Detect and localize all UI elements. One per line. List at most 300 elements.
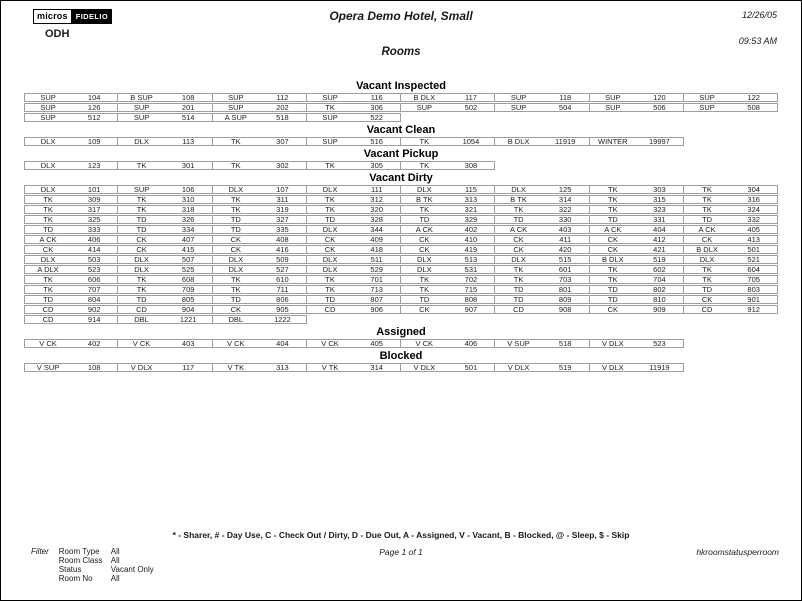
room-number: 304 bbox=[747, 185, 760, 194]
room-number: 109 bbox=[87, 137, 101, 146]
room-number: 501 bbox=[464, 363, 478, 372]
room-cell bbox=[401, 295, 495, 304]
room-type: TK bbox=[608, 185, 618, 194]
room-number: 335 bbox=[276, 225, 289, 234]
room-type: DLX bbox=[228, 185, 244, 194]
room-type: TD bbox=[230, 295, 241, 304]
room-type: TK bbox=[136, 205, 147, 214]
room-cell bbox=[495, 255, 589, 264]
room-cell bbox=[118, 215, 212, 224]
room-number: 405 bbox=[370, 339, 383, 348]
room-row bbox=[24, 295, 778, 304]
room-type: SUP bbox=[40, 103, 56, 112]
room-number: 305 bbox=[370, 161, 383, 170]
room-number: 904 bbox=[181, 305, 195, 314]
room-cell bbox=[684, 235, 778, 244]
room-row bbox=[24, 195, 778, 204]
room-number: 302 bbox=[276, 161, 289, 170]
room-cell bbox=[401, 195, 495, 204]
room-type: DLX bbox=[40, 255, 56, 264]
section-title: Vacant Inspected bbox=[356, 80, 446, 92]
room-row bbox=[24, 285, 778, 294]
room-number: 802 bbox=[653, 285, 666, 294]
room-cell bbox=[307, 235, 401, 244]
room-cell bbox=[213, 137, 307, 146]
room-number: 908 bbox=[558, 305, 572, 314]
room-number: 314 bbox=[370, 363, 383, 372]
room-type: DLX bbox=[40, 161, 56, 170]
room-number: 403 bbox=[558, 225, 572, 234]
room-number: 324 bbox=[747, 205, 760, 214]
room-number: 314 bbox=[558, 195, 572, 204]
room-type: A CK bbox=[510, 225, 528, 234]
room-cell bbox=[24, 215, 118, 224]
room-number: 411 bbox=[559, 235, 572, 244]
room-number: 410 bbox=[464, 235, 478, 244]
section-title: Blocked bbox=[379, 350, 423, 362]
room-number: 508 bbox=[747, 103, 760, 112]
filter-name: Room No bbox=[58, 574, 93, 583]
room-number: 125 bbox=[558, 185, 572, 194]
room-number: 912 bbox=[747, 305, 760, 314]
room-type: SUP bbox=[40, 113, 56, 122]
room-type: TK bbox=[419, 285, 430, 294]
logo-micros-text: micros bbox=[33, 9, 72, 24]
room-type: TK bbox=[43, 195, 53, 204]
room-type: DLX bbox=[511, 255, 526, 264]
room-cell bbox=[495, 245, 589, 254]
room-cell bbox=[213, 103, 307, 112]
room-number: 606 bbox=[87, 275, 101, 284]
room-number: 529 bbox=[370, 265, 383, 274]
room-type: B DLX bbox=[696, 245, 718, 254]
room-type: DLX bbox=[134, 265, 149, 274]
page-number: Page 1 of 1 bbox=[379, 547, 423, 557]
room-type: TK bbox=[231, 205, 241, 214]
section-title: Vacant Clean bbox=[366, 124, 436, 136]
room-type: V DLX bbox=[130, 363, 153, 372]
room-type: SUP bbox=[605, 93, 621, 102]
room-type: TK bbox=[43, 285, 53, 294]
filter-name: Status bbox=[58, 565, 82, 574]
room-cell bbox=[24, 295, 118, 304]
room-cell bbox=[213, 265, 307, 274]
room-cell bbox=[495, 265, 589, 274]
room-cell bbox=[684, 245, 778, 254]
room-type: CD bbox=[324, 305, 336, 314]
room-cell bbox=[495, 195, 589, 204]
room-cell bbox=[495, 137, 589, 146]
room-cell bbox=[495, 275, 589, 284]
room-type: DLX bbox=[228, 255, 244, 264]
filter-label: Filter bbox=[31, 547, 49, 556]
room-number: 122 bbox=[747, 93, 760, 102]
room-number: 327 bbox=[276, 215, 289, 224]
legend-text: * - Sharer, # - Day Use, C - Check Out / Dirty, D - Due Out, A - Assigned, V - Vacant, B - Blocked, @ - Sleep, $ - Skip bbox=[172, 530, 630, 540]
room-number: 702 bbox=[464, 275, 478, 284]
room-number: 104 bbox=[87, 93, 101, 102]
room-type: CK bbox=[607, 235, 619, 244]
room-type: CK bbox=[607, 305, 619, 314]
room-number: 329 bbox=[464, 215, 478, 224]
room-number: 418 bbox=[370, 245, 383, 254]
room-type: CK bbox=[230, 235, 242, 244]
room-number: 513 bbox=[464, 255, 478, 264]
room-cell bbox=[401, 137, 495, 146]
room-number: 906 bbox=[370, 305, 383, 314]
room-cell bbox=[684, 215, 778, 224]
filter-value: All bbox=[110, 574, 120, 583]
room-number: 408 bbox=[276, 235, 289, 244]
room-cell bbox=[307, 185, 401, 194]
room-type: B TK bbox=[416, 195, 433, 204]
room-number: 604 bbox=[747, 265, 760, 274]
hotel-title: Opera Demo Hotel, Small bbox=[329, 9, 473, 23]
room-cell bbox=[24, 245, 118, 254]
room-cell bbox=[213, 305, 307, 314]
room-type: CK bbox=[701, 295, 713, 304]
filter-name: Room Class bbox=[58, 556, 103, 565]
room-cell bbox=[590, 215, 684, 224]
room-type: V CK bbox=[321, 339, 339, 348]
room-number: 713 bbox=[370, 285, 383, 294]
room-type: V TK bbox=[321, 363, 339, 372]
room-cell bbox=[401, 363, 495, 372]
room-type: SUP bbox=[228, 103, 244, 112]
room-number: 402 bbox=[464, 225, 478, 234]
room-type: TK bbox=[136, 275, 147, 284]
room-row bbox=[24, 161, 778, 170]
room-number: 333 bbox=[87, 225, 101, 234]
room-number: 519 bbox=[558, 363, 572, 372]
room-cell bbox=[590, 103, 684, 112]
room-type: TK bbox=[231, 137, 241, 146]
room-type: TK bbox=[608, 265, 618, 274]
room-cell bbox=[118, 103, 212, 112]
room-type: V CK bbox=[227, 339, 245, 348]
room-number: 420 bbox=[558, 245, 572, 254]
room-number: 601 bbox=[558, 265, 572, 274]
room-number: 315 bbox=[653, 195, 666, 204]
room-type: DBL bbox=[134, 315, 149, 324]
room-number: 313 bbox=[464, 195, 478, 204]
room-number: 306 bbox=[370, 103, 383, 112]
room-number: 319 bbox=[276, 205, 289, 214]
room-number: 807 bbox=[370, 295, 383, 304]
room-cell bbox=[590, 285, 684, 294]
room-cell bbox=[213, 185, 307, 194]
room-type: B TK bbox=[510, 195, 527, 204]
room-number: 323 bbox=[653, 205, 666, 214]
room-cell bbox=[307, 195, 401, 204]
room-type: SUP bbox=[416, 103, 433, 112]
room-type: TK bbox=[43, 205, 53, 214]
room-type: TK bbox=[419, 137, 430, 146]
room-type: CD bbox=[42, 315, 54, 324]
room-row bbox=[24, 113, 778, 122]
room-cell bbox=[24, 315, 118, 324]
room-cell bbox=[401, 275, 495, 284]
room-number: 1054 bbox=[462, 137, 480, 146]
room-row bbox=[24, 275, 778, 284]
room-type: DLX bbox=[322, 265, 338, 274]
room-cell bbox=[590, 265, 684, 274]
room-number: 307 bbox=[276, 137, 289, 146]
room-cell bbox=[495, 235, 589, 244]
room-number: 602 bbox=[653, 265, 666, 274]
room-number: 901 bbox=[747, 295, 760, 304]
room-type: TK bbox=[325, 275, 335, 284]
room-cell bbox=[684, 285, 778, 294]
room-number: 106 bbox=[181, 185, 195, 194]
room-cell bbox=[213, 235, 307, 244]
room-number: 405 bbox=[747, 225, 760, 234]
room-number: 803 bbox=[747, 285, 760, 294]
room-type: TD bbox=[513, 285, 524, 294]
room-type: TD bbox=[419, 215, 430, 224]
room-type: TD bbox=[43, 295, 54, 304]
room-cell bbox=[24, 305, 118, 314]
room-cell bbox=[401, 93, 495, 102]
room-number: 313 bbox=[276, 363, 289, 372]
room-cell bbox=[495, 295, 589, 304]
room-number: 120 bbox=[653, 93, 666, 102]
room-number: 309 bbox=[87, 195, 101, 204]
room-type: TD bbox=[513, 295, 524, 304]
room-type: CK bbox=[136, 245, 147, 254]
room-cell bbox=[307, 103, 401, 112]
room-type: TD bbox=[325, 215, 336, 224]
room-cell bbox=[213, 255, 307, 264]
room-row bbox=[24, 103, 778, 112]
room-type: TD bbox=[702, 215, 713, 224]
room-number: 516 bbox=[370, 137, 383, 146]
room-number: 810 bbox=[653, 295, 666, 304]
room-type: V DLX bbox=[413, 363, 436, 372]
room-type: V CK bbox=[132, 339, 151, 348]
room-number: 117 bbox=[464, 93, 477, 102]
room-number: 527 bbox=[276, 265, 289, 274]
room-cell bbox=[590, 339, 684, 348]
room-cell bbox=[213, 275, 307, 284]
room-number: 201 bbox=[181, 103, 195, 112]
room-type: TK bbox=[513, 205, 524, 214]
room-cell bbox=[684, 255, 778, 264]
room-type: CK bbox=[513, 235, 524, 244]
room-number: 421 bbox=[653, 245, 666, 254]
room-cell bbox=[24, 195, 118, 204]
room-cell bbox=[590, 93, 684, 102]
room-cell bbox=[118, 185, 212, 194]
room-cell bbox=[590, 235, 684, 244]
room-number: 514 bbox=[181, 113, 195, 122]
room-cell bbox=[118, 245, 212, 254]
room-cell bbox=[401, 205, 495, 214]
room-type: SUP bbox=[133, 185, 150, 194]
room-type: SUP bbox=[510, 103, 527, 112]
room-type: TK bbox=[702, 195, 712, 204]
room-number: 509 bbox=[276, 255, 289, 264]
room-type: SUP bbox=[322, 113, 338, 122]
room-type: TD bbox=[607, 285, 618, 294]
room-type: TK bbox=[43, 275, 53, 284]
room-number: 711 bbox=[276, 285, 289, 294]
room-type: TK bbox=[231, 195, 241, 204]
room-number: 902 bbox=[87, 305, 101, 314]
room-number: 531 bbox=[464, 265, 478, 274]
room-type: TK bbox=[702, 205, 712, 214]
room-number: 518 bbox=[276, 113, 289, 122]
room-cell bbox=[307, 245, 401, 254]
room-cell bbox=[401, 185, 495, 194]
room-cell bbox=[684, 93, 778, 102]
room-number: 317 bbox=[87, 205, 101, 214]
room-cell bbox=[307, 205, 401, 214]
room-type: TD bbox=[702, 285, 713, 294]
room-number: 301 bbox=[181, 161, 195, 170]
room-number: 322 bbox=[558, 205, 572, 214]
room-type: DLX bbox=[417, 185, 432, 194]
room-type: CK bbox=[701, 235, 713, 244]
room-number: 111 bbox=[370, 185, 383, 194]
room-type: B DLX bbox=[507, 137, 530, 146]
room-type: TK bbox=[702, 275, 712, 284]
room-number: 523 bbox=[87, 265, 101, 274]
room-cell bbox=[24, 275, 118, 284]
room-cell bbox=[684, 265, 778, 274]
room-number: 409 bbox=[370, 235, 383, 244]
room-cell bbox=[213, 315, 307, 324]
room-type: SUP bbox=[699, 103, 715, 112]
room-type: TK bbox=[43, 215, 53, 224]
room-cell bbox=[495, 215, 589, 224]
room-cell bbox=[495, 205, 589, 214]
room-cell bbox=[495, 93, 589, 102]
room-number: 108 bbox=[181, 93, 195, 102]
room-cell bbox=[118, 363, 212, 372]
room-type: CK bbox=[419, 235, 430, 244]
room-cell bbox=[213, 245, 307, 254]
room-number: 709 bbox=[181, 285, 195, 294]
room-type: TK bbox=[325, 205, 335, 214]
room-cell bbox=[118, 161, 212, 170]
room-cell bbox=[590, 225, 684, 234]
room-cell bbox=[213, 205, 307, 214]
room-number: 334 bbox=[181, 225, 195, 234]
room-cell bbox=[24, 161, 118, 170]
room-cell bbox=[118, 305, 212, 314]
room-type: V TK bbox=[227, 363, 245, 372]
room-type: DLX bbox=[40, 185, 56, 194]
report-time: 09:53 AM bbox=[738, 36, 777, 46]
room-cell bbox=[401, 103, 495, 112]
property-code: ODH bbox=[45, 28, 70, 40]
room-number: 523 bbox=[653, 339, 666, 348]
room-cell bbox=[684, 195, 778, 204]
room-type: TD bbox=[419, 295, 430, 304]
room-type: TK bbox=[231, 285, 241, 294]
room-cell bbox=[307, 113, 401, 122]
room-number: 116 bbox=[370, 93, 383, 102]
room-cell bbox=[495, 285, 589, 294]
room-number: 414 bbox=[87, 245, 101, 254]
section-title: Vacant Dirty bbox=[369, 172, 433, 184]
room-cell bbox=[401, 255, 495, 264]
room-type: TK bbox=[325, 161, 335, 170]
room-row bbox=[24, 137, 778, 146]
room-type: TD bbox=[230, 215, 241, 224]
room-cell bbox=[118, 295, 212, 304]
filter-row bbox=[59, 547, 154, 556]
room-row bbox=[24, 363, 778, 372]
room-cell bbox=[307, 285, 401, 294]
room-number: 511 bbox=[370, 255, 383, 264]
room-number: 308 bbox=[464, 161, 478, 170]
room-number: 202 bbox=[276, 103, 289, 112]
room-type: SUP bbox=[228, 93, 244, 102]
room-number: 403 bbox=[181, 339, 195, 348]
room-number: 512 bbox=[87, 113, 101, 122]
room-type: CK bbox=[607, 245, 619, 254]
room-type: SUP bbox=[133, 113, 150, 122]
room-number: 11919 bbox=[555, 137, 576, 146]
sections-container bbox=[1, 78, 801, 373]
room-number: 1221 bbox=[179, 315, 197, 324]
room-cell bbox=[307, 295, 401, 304]
room-number: 501 bbox=[747, 245, 760, 254]
room-type: CK bbox=[136, 235, 147, 244]
room-cell bbox=[307, 275, 401, 284]
room-row bbox=[24, 215, 778, 224]
room-type: TK bbox=[419, 161, 430, 170]
room-cell bbox=[24, 285, 118, 294]
room-cell bbox=[307, 215, 401, 224]
room-number: 808 bbox=[464, 295, 478, 304]
room-row bbox=[24, 225, 778, 234]
filter-name: Room Type bbox=[58, 547, 100, 556]
room-cell bbox=[401, 161, 495, 170]
room-cell bbox=[590, 305, 684, 314]
room-cell bbox=[590, 195, 684, 204]
room-cell bbox=[684, 185, 778, 194]
room-type: TK bbox=[231, 275, 241, 284]
room-cell bbox=[495, 103, 589, 112]
room-type: A CK bbox=[604, 225, 622, 234]
filter-rows bbox=[59, 547, 154, 583]
room-cell bbox=[24, 363, 118, 372]
room-cell bbox=[590, 137, 684, 146]
room-type: DBL bbox=[228, 315, 244, 324]
room-row bbox=[24, 245, 778, 254]
room-number: 502 bbox=[464, 103, 478, 112]
room-number: 112 bbox=[276, 93, 289, 102]
room-number: 117 bbox=[182, 363, 195, 372]
room-cell bbox=[213, 339, 307, 348]
room-type: SUP bbox=[40, 93, 56, 102]
room-number: 905 bbox=[276, 305, 289, 314]
room-cell bbox=[24, 225, 118, 234]
room-number: 804 bbox=[87, 295, 101, 304]
room-number: 303 bbox=[653, 185, 666, 194]
room-type: SUP bbox=[699, 93, 715, 102]
room-type: CK bbox=[324, 245, 336, 254]
room-number: 316 bbox=[747, 195, 760, 204]
room-number: 320 bbox=[370, 205, 383, 214]
room-number: 703 bbox=[558, 275, 572, 284]
room-row bbox=[24, 339, 778, 348]
room-cell bbox=[590, 245, 684, 254]
room-type: SUP bbox=[605, 103, 621, 112]
